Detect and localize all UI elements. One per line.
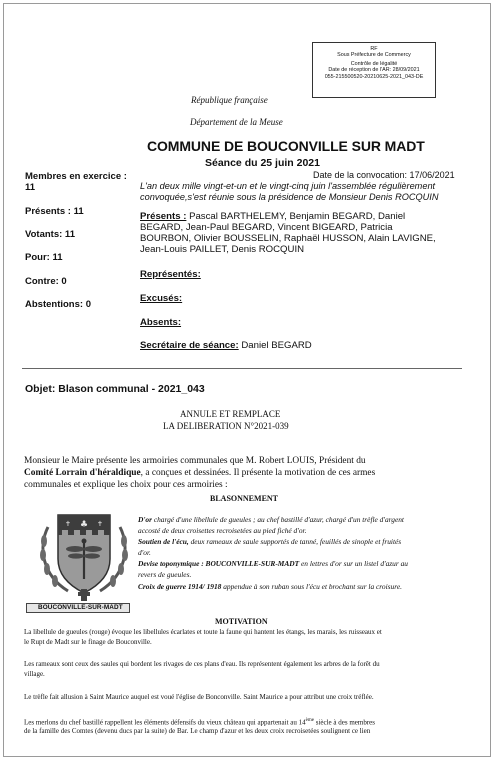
- contre-count: Contre: 0: [25, 276, 67, 287]
- motivation-text: Les merlons du chef bastillé rappellent les éléments défensifs du vieux château qui appartenait au 14: [24, 718, 306, 727]
- svg-text:♣: ♣: [79, 520, 89, 530]
- present-line: [140, 211, 405, 222]
- motivation-line: Les rameaux sont ceux des saules qui bordent les rivages de ces plans d'eau. Ils représentent également les arbres de la forêt du: [24, 660, 380, 668]
- session-date: Séance du 25 juin 2021: [205, 157, 320, 169]
- blasonnement-title: BLASONNEMENT: [210, 494, 279, 503]
- secretary-name: Daniel BEGARD: [241, 340, 312, 351]
- present-names: BEGARD, Jean-Paul BEGARD, Vincent BIGEARD, Patricia: [140, 222, 393, 233]
- votants-count: Votants: 11: [25, 229, 75, 240]
- motivation-line: le Rupt de Madt sur le finage de Bouconville.: [24, 638, 152, 646]
- motivation-title: MOTIVATION: [215, 617, 268, 626]
- stamp-line: 055-215500520-20210625-2021_043-DE: [324, 73, 424, 80]
- intro-line: L'an deux mille vingt-et-un et le vingt-cinq juin l'assemblée régulièrement: [140, 181, 436, 191]
- object-title: Objet: Blason communal - 2021_043: [25, 383, 205, 395]
- blazon-bold: Devise toponymique : BOUCONVILLE-SUR-MADT: [138, 559, 300, 568]
- abstentions-count: Abstentions: 0: [25, 299, 91, 310]
- stamp-line: RF: [370, 46, 378, 52]
- blazon-line: [138, 538, 401, 547]
- motivation-line: Le trèfle fait allusion à Saint Maurice auquel est voué l'église de Bonconville. Saint Maurice a pour attribut une croix tréflée.: [24, 693, 374, 701]
- intro-line: Monsieur le Maire présente les armoiries communales que M. Robert LOUIS, Président du: [24, 456, 366, 466]
- members-value: 11: [25, 182, 36, 193]
- department-label: Département de la Meuse: [190, 117, 283, 127]
- blazon-line: accosté de deux croisettes recroisetées au pied fiché d'or.: [138, 526, 307, 535]
- commune-title: COMMUNE DE BOUCONVILLE SUR MADT: [147, 138, 425, 154]
- blazon-line: revers de gueules.: [138, 570, 192, 579]
- present-count: Présents : 11: [25, 206, 84, 217]
- blazon-text: chargé d'une libellule de gueules ; au chef bastillé d'azur, chargé d'un trèfle d'argent: [151, 515, 404, 524]
- intro-line: [24, 468, 375, 479]
- secretary-label: Secrétaire de séance:: [140, 340, 239, 351]
- blazon-line: d'or.: [138, 548, 151, 557]
- svg-text:✝: ✝: [97, 520, 103, 528]
- annule-line: ANNULE ET REMPLACE: [180, 409, 281, 419]
- section-divider: [22, 368, 462, 369]
- stamp-line: Sous Préfecture de Commercy: [337, 52, 411, 59]
- legality-stamp: [312, 42, 436, 98]
- republic-label: République française: [191, 95, 268, 105]
- stamp-line: Date de réception de l'AR: 28/09/2021: [328, 67, 420, 74]
- stamp-line: Contrôle de légalité: [350, 60, 398, 67]
- blazon-text: en lettres d'or sur un listel d'azur au: [299, 559, 408, 568]
- svg-text:✝: ✝: [65, 520, 71, 528]
- motivation-text: siècle à des membres: [313, 718, 376, 727]
- convocation-date: Date de la convocation: 17/06/2021: [313, 170, 455, 180]
- blazon-bold: Soutien de l'écu,: [138, 537, 189, 546]
- present-names: Pascal BARTHELEMY, Benjamin BEGARD, Daniel: [189, 211, 406, 222]
- present-names: BOURBON, Olivier BOUSSELIN, Raphaël HUSSON, Alain LAVIGNE,: [140, 233, 436, 244]
- present-label: Présents :: [140, 211, 187, 222]
- motivation-line: [24, 716, 375, 728]
- motto-text: BOUCONVILLE-SUR-MADT: [38, 604, 123, 611]
- blazon-line: [138, 560, 408, 569]
- blazon-bold: Croix de guerre 1914/ 1918: [138, 582, 222, 591]
- intro-line: convoquée,s'est réunie sous la présidence de Monsieur Denis ROCQUIN: [140, 192, 439, 202]
- blazon-bold: D'or: [138, 515, 152, 524]
- superscript: ème: [305, 718, 314, 723]
- members-label: Membres en exercice :: [25, 171, 127, 182]
- blazon-text: deux rameaux de saule supportés de tanné, feuillés de sinople et fruités: [188, 537, 402, 546]
- coat-of-arms-image: [38, 507, 130, 603]
- motivation-line: village.: [24, 670, 45, 678]
- blazon-line: [138, 516, 404, 525]
- intro-line: communales et explique les choix pour ces armoiries :: [24, 480, 228, 490]
- secretary-line: [140, 340, 312, 351]
- represented-label: Représentés:: [140, 269, 201, 280]
- pour-count: Pour: 11: [25, 252, 63, 263]
- excused-label: Excusés:: [140, 293, 183, 304]
- intro-text: , a conçues et dessinées. Il présente la motivation de ces armes: [140, 468, 376, 478]
- motivation-line: de la famille des Comtes (devenu ducs par la suite) de Bar. Le champ d'azur et les deux croix recroisetées soulignent ce lien: [24, 727, 371, 735]
- annule-line: LA DELIBERATION N°2021-039: [163, 421, 289, 431]
- absent-label: Absents:: [140, 317, 182, 328]
- present-names: Jean-Louis PAILLET, Denis ROCQUIN: [140, 244, 305, 255]
- motivation-line: La libellule de gueules (rouge) évoque les libellules écarlates et toute la faune qui hantent les étangs, les marais, les ruisseaux et: [24, 628, 382, 636]
- blazon-line: [138, 583, 402, 592]
- committee-name: Comité Lorrain d'héraldique: [24, 468, 141, 478]
- blazon-text: appendue à son ruban sous l'écu et brochant sur la croisure.: [221, 582, 402, 591]
